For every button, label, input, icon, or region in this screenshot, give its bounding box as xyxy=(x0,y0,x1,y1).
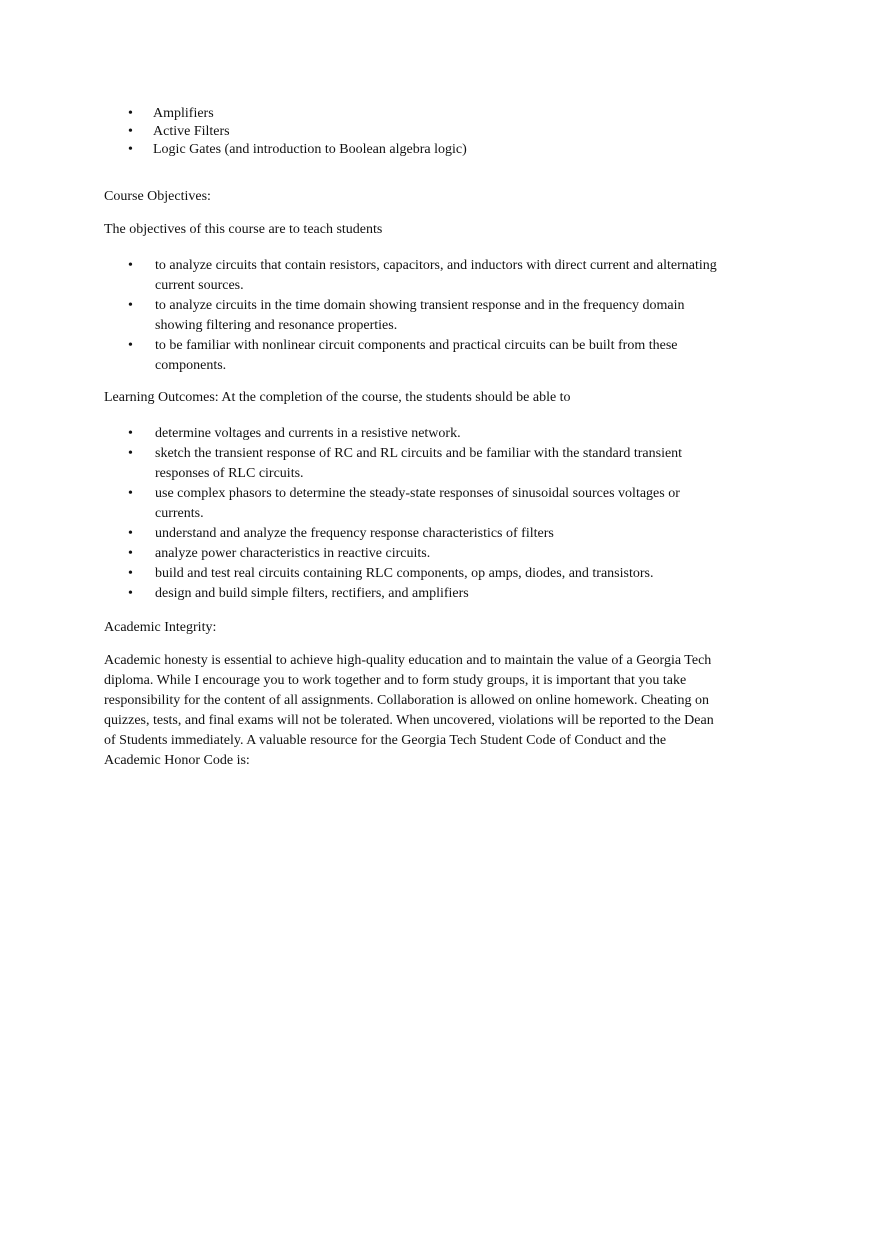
bullet-icon: • xyxy=(128,124,133,139)
bullet-icon: • xyxy=(128,486,133,501)
list-item: • sketch the transient response of RC and RL circuits and be familiar with the standard transient responses of RLC circuits. xyxy=(128,446,683,481)
list-item: • Active Filters xyxy=(128,124,230,139)
course-objectives-list xyxy=(104,256,724,376)
list-item: • Logic Gates (and introduction to Boolean algebra logic) xyxy=(128,142,467,157)
bullet-icon: • xyxy=(128,142,133,157)
bullet-icon: • xyxy=(128,426,133,441)
list-item: • build and test real circuits containing RLC components, op amps, diodes, and transistors. xyxy=(104,564,724,584)
bullet-icon: • xyxy=(128,106,133,121)
list-item: • determine voltages and currents in a resistive network. xyxy=(104,424,724,444)
list-item: • Amplifiers xyxy=(128,106,214,121)
bullet-icon: • xyxy=(128,566,133,581)
topic-list xyxy=(104,105,724,159)
list-item: • analyze power characteristics in reactive circuits. xyxy=(104,544,724,564)
academic-integrity-heading: Academic Integrity: xyxy=(104,620,217,635)
list-item: • to be familiar with nonlinear circuit components and practical circuits can be built from these components. xyxy=(128,338,678,373)
list-item: • design and build simple filters, rectifiers, and amplifiers xyxy=(104,584,724,604)
bullet-icon: • xyxy=(128,258,133,273)
list-item: • use complex phasors to determine the steady-state responses of sinusoidal sources voltages or currents. xyxy=(128,486,680,521)
course-objectives-heading: Course Objectives: xyxy=(104,189,211,204)
course-objectives-intro: The objectives of this course are to teach students xyxy=(104,222,383,237)
academic-integrity-body: Academic honesty is essential to achieve high-quality education and to maintain the value of a Georgia Tech diploma. While I encourage you to work together and to form study groups, it is important that you take responsibility for the content of all assignments. Collaboration is allowed on online homework. Cheating on quizzes, tests, and final exams will not be tolerated. When uncovered, violations will be reported to the Dean of Students immediately. A valuable resource for the Georgia Tech Student Code of Conduct and the Academic Honor Code is: xyxy=(104,653,714,768)
bullet-icon: • xyxy=(128,526,133,541)
bullet-icon: • xyxy=(128,546,133,561)
list-item: • understand and analyze the frequency response characteristics of filters xyxy=(104,524,724,544)
bullet-icon: • xyxy=(128,446,133,461)
document-content xyxy=(104,105,724,771)
bullet-icon: • xyxy=(128,298,133,313)
bullet-icon: • xyxy=(128,338,133,353)
list-item: • to analyze circuits in the time domain showing transient response and in the frequency domain showing filtering and resonance properties. xyxy=(128,298,685,333)
learning-outcomes-list xyxy=(104,424,724,604)
bullet-icon: • xyxy=(128,586,133,601)
learning-outcomes-heading: Learning Outcomes: At the completion of the course, the students should be able to xyxy=(104,390,571,405)
list-item: • to analyze circuits that contain resistors, capacitors, and inductors with direct current and alternating current sources. xyxy=(128,258,717,293)
